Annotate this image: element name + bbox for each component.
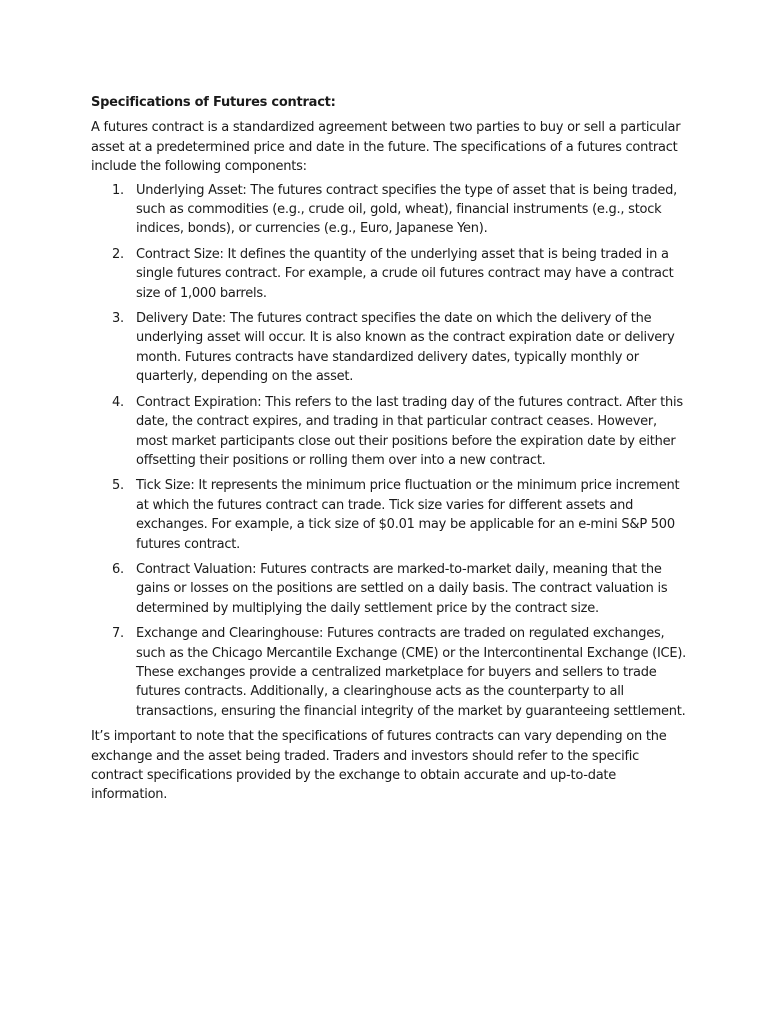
list-item — [91, 624, 691, 721]
list-item — [91, 476, 691, 554]
specifications-list — [91, 181, 691, 722]
list-item — [91, 393, 691, 471]
list-item-number: 2. — [112, 246, 124, 262]
intro-paragraph: A futures contract is a standardized agreement between two parties to buy or sell a particular asset at a predetermined price and date in the future. The specifications of a futures contract include the following components: — [91, 120, 681, 175]
list-item — [91, 560, 691, 618]
document-title: Specifications of Futures contract: — [91, 95, 336, 110]
list-item-text: Underlying Asset: The futures contract specifies the type of asset that is being traded, such as commodities (e.g., crude oil, gold, wheat), financial instruments (e.g., stock indices, bonds), or currencies (e.g., Euro, Japanese Yen). — [136, 182, 677, 237]
list-item — [91, 245, 691, 303]
list-item-number: 7. — [112, 626, 124, 642]
list-item-text: Contract Expiration: This refers to the last trading day of the futures contract. After this date, the contract expires, and trading in that particular contract ceases. However, most market participants close out their positions before the expiration date by either offsetting their positions or rolling them over into a new contract. — [136, 394, 683, 468]
list-item-number: 6. — [112, 561, 124, 577]
list-item-text: Contract Valuation: Futures contracts are marked-to-market daily, meaning that the gains or losses on the positions are settled on a daily basis. The contract valuation is determined by multiplying the daily settlement price by the contract size. — [136, 561, 668, 616]
list-item — [91, 181, 691, 239]
list-item-number: 4. — [112, 394, 124, 410]
closing-paragraph: It’s important to note that the specifications of futures contracts can vary depending on the exchange and the asset being traded. Traders and investors should refer to the specific contract specifications provided by the exchange to obtain accurate and up-to-date information. — [91, 729, 667, 803]
list-item-text: Contract Size: It defines the quantity of the underlying asset that is being traded in a single futures contract. For example, a crude oil futures contract may have a contract size of 1,000 barrels. — [136, 246, 674, 301]
list-item-text: Tick Size: It represents the minimum price fluctuation or the minimum price increment at which the futures contract can trade. Tick size varies for different assets and exchanges. For example, a tick size of $0.01 may be applicable for an e-mini S&P 500 futures contract. — [136, 478, 680, 552]
list-item-text: Exchange and Clearinghouse: Futures contracts are traded on regulated exchanges, such as the Chicago Mercantile Exchange (CME) or the Intercontinental Exchange (ICE). These exchanges provide a centralized marketplace for buyers and sellers to trade futures contracts. Additionally, a clearinghouse acts as the counterparty to all transactions, ensuring the financial integrity of the market by guaranteeing settlement. — [136, 626, 687, 719]
list-item-text: Delivery Date: The futures contract specifies the date on which the delivery of the underlying asset will occur. It is also known as the contract expiration date or delivery month. Futures contracts have standardized delivery dates, typically monthly or quarterly, depending on the asset. — [136, 311, 675, 385]
list-item — [91, 309, 691, 387]
list-item-number: 5. — [112, 478, 124, 494]
document-body — [91, 93, 691, 805]
list-item-number: 1. — [112, 182, 124, 198]
list-item-number: 3. — [112, 311, 124, 327]
